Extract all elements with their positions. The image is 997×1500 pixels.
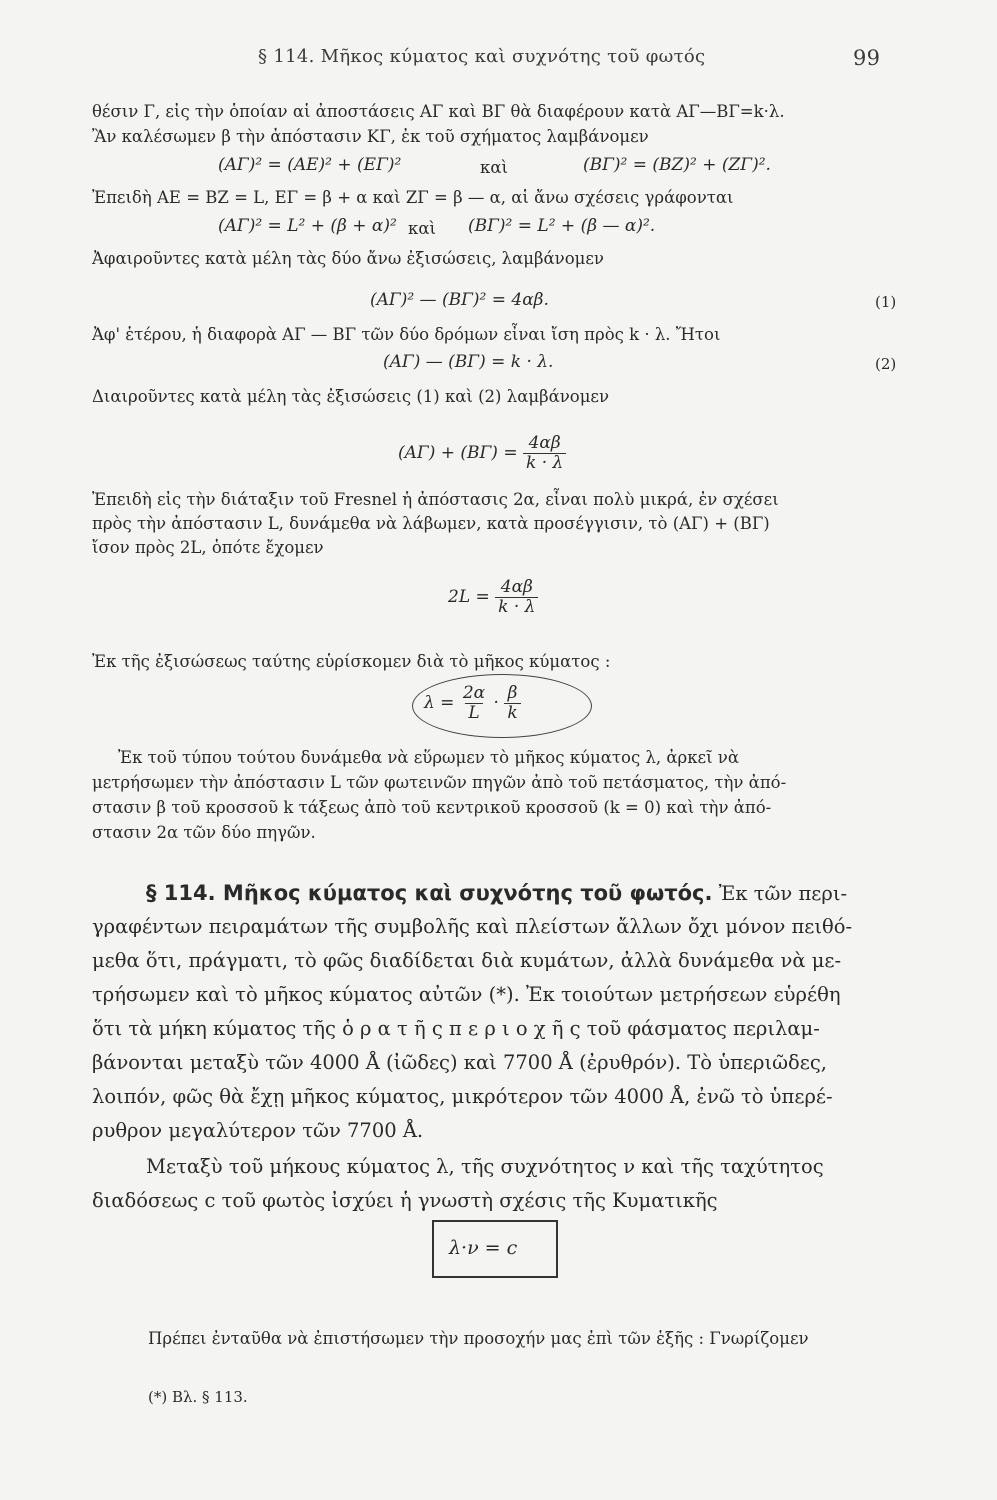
text-line: Πρέπει ἐνταῦθα νὰ ἐπιστήσωμεν τὴν προσοχήν μας ἐπὶ τῶν ἑξῆς : Γνωρίζομεν [148,1329,809,1348]
fraction [460,684,488,723]
text-line: ρυθρον μεγαλύτερον τῶν 7700 Å. [92,1119,424,1142]
equation-2: (ΑΓ) — (ΒΓ) = k · λ. [383,352,554,372]
section-paragraph-first-line [146,876,847,911]
text-line: μεθα ὅτι, πράγματι, τὸ φῶς διαδίδεται διὰ κυμάτων, ἀλλὰ δυνάμεθα νὰ με- [92,949,842,972]
text-line: λοιπόν, φῶς θὰ ἔχῃ μῆκος κύματος, μικρότερον τῶν 4000 Å, ἐνῶ τὸ ὑπερέ- [92,1085,833,1108]
text-line: ἴσον πρὸς 2L, ὁπότε ἔχομεν [92,538,324,557]
text-line: Ἀφ' ἑτέρου, ἡ διαφορὰ ΑΓ — ΒΓ τῶν δύο δρόμων εἶναι ἴση πρὸς k · λ. Ἤτοι [92,325,721,344]
text-line: γραφέντων πειραμάτων τῆς συμβολῆς καὶ πλείστων ἄλλων ὄχι μόνον πειθό- [92,915,853,938]
section-text: Ἐκ τῶν περι- [718,882,848,905]
text-line: Ἐπειδὴ εἰς τὴν διάταξιν τοῦ Fresnel ἡ ἀπόστασις 2α, εἶναι πολὺ μικρά, ἐν σχέσει [92,490,779,509]
equation-4 [448,578,538,617]
text-line: πρὸς τὴν ἀπόστασιν L, δυνάμεθα νὰ λάβωμεν, κατὰ προσέγγισιν, τὸ (ΑΓ) + (ΒΓ) [92,514,770,533]
text-line: ὅτι τὰ μήκη κύματος τῆς ὁ ρ α τ ῆ ς π ε ρ ι ο χ ῆ ς τοῦ φάσματος περιλαμ- [92,1017,820,1040]
footnote: (*) Βλ. § 113. [148,1388,248,1406]
equation-connector: καὶ [408,219,436,238]
fraction [523,434,566,473]
running-header: § 114. Μῆκος κύματος καὶ συχνότης τοῦ φωτός [258,46,706,67]
equation: (ΑΓ)² = L² + (β + α)² [218,216,397,236]
fraction [504,684,520,723]
text-line: Ἂν καλέσωμεν β τὴν ἀπόστασιν ΚΓ, ἐκ τοῦ σχήματος λαμβάνομεν [92,127,649,146]
text-line: διαδόσεως c τοῦ φωτὸς ἰσχύει ἡ γνωστὴ σχέσις τῆς Κυματικῆς [92,1189,718,1212]
text-line: βάνονται μεταξὺ τῶν 4000 Å (ἰῶδες) καὶ 7700 Å (ἐρυθρόν). Τὸ ὑπεριῶδες, [92,1051,827,1074]
text-line: τρήσωμεν καὶ τὸ μῆκος κύματος αὐτῶν (*). Ἐκ τοιούτων μετρήσεων εὑρέθη [92,983,841,1006]
equation: (ΒΓ)² = L² + (β — α)². [468,216,656,236]
fraction-numerator: 4αβ [500,577,533,597]
equation-number: (2) [875,355,897,373]
fraction-numerator: β [507,683,518,703]
equation-lhs: 2L = [448,587,490,607]
fraction-numerator: 4αβ [528,433,561,453]
text-line: θέσιν Γ, εἰς τὴν ὁποίαν αἱ ἀποστάσεις ΑΓ καὶ ΒΓ θὰ διαφέρουν κατὰ ΑΓ—ΒΓ=k·λ. [92,102,785,121]
text-line: στασιν β τοῦ κροσσοῦ k τάξεως ἀπὸ τοῦ κεντρικοῦ κροσσοῦ (k = 0) καὶ τὴν ἀπό- [92,798,772,817]
equation-3 [398,434,566,473]
text-line: στασιν 2α τῶν δύο πηγῶν. [92,823,316,842]
text-line: Ἐκ τῆς ἐξισώσεως ταύτης εὑρίσκομεν διὰ τὸ μῆκος κύματος : [92,652,611,671]
fraction-denominator: k · λ [523,453,566,473]
equation: (ΒΓ)² = (ΒΖ)² + (ΖΓ)². [583,155,771,175]
fraction-denominator: k · λ [495,597,538,617]
equation: (ΑΓ)² = (ΑΕ)² + (ΕΓ)² [218,155,402,175]
page-number: 99 [853,46,881,70]
fraction [495,578,538,617]
equation-lhs: λ = [424,693,455,713]
text-line: Ἀφαιροῦντες κατὰ μέλη τὰς δύο ἄνω ἐξισώσεις, λαμβάνομεν [92,249,604,268]
fraction-denominator: L [465,703,482,723]
equation-1: (ΑΓ)² — (ΒΓ)² = 4αβ. [370,290,549,310]
text-line: Μεταξὺ τοῦ μήκους κύματος λ, τῆς συχνότητος ν καὶ τῆς ταχύτητος [146,1155,824,1178]
fraction-denominator: k [504,703,520,723]
equation-5: λ = $\frac{2\alpha}{L}$ · $\frac{\beta}{k}$ [424,684,521,723]
fraction-numerator: 2α [462,683,486,703]
boxed-equation: λ·ν = c [449,1237,518,1259]
section-heading: § 114. Μῆκος κύματος καὶ συχνότης τοῦ φωτός. [146,881,713,905]
text-line: Ἐκ τοῦ τύπου τούτου δυνάμεθα νὰ εὕρωμεν τὸ μῆκος κύματος λ, ἀρκεῖ νὰ [118,748,739,767]
equation-number: (1) [875,293,897,311]
text-line: Διαιροῦντες κατὰ μέλη τὰς ἐξισώσεις (1) καὶ (2) λαμβάνομεν [92,387,610,406]
equation-lhs: (ΑΓ) + (ΒΓ) = [398,443,518,463]
text-line: Ἐπειδὴ ΑΕ = ΒΖ = L, ΕΓ = β + α καὶ ΖΓ = β — α, αἱ ἄνω σχέσεις γράφονται [92,188,734,207]
text-line: μετρήσωμεν τὴν ἀπόστασιν L τῶν φωτεινῶν πηγῶν ἀπὸ τοῦ πετάσματος, τὴν ἀπό- [92,773,787,792]
equation-connector: καὶ [480,158,508,177]
